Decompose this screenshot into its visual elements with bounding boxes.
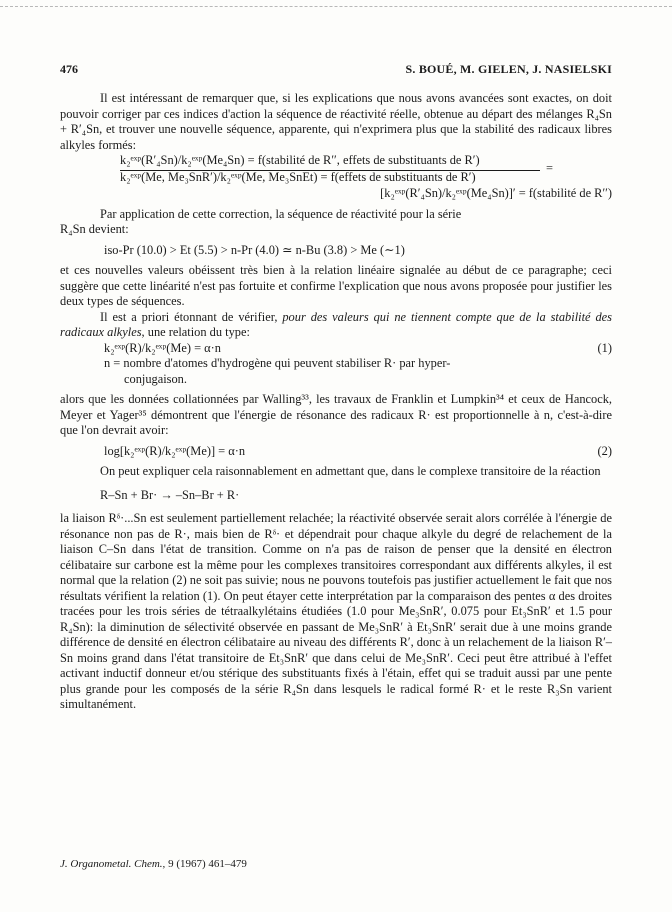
fraction-equals: = [546, 161, 553, 175]
reaction-scheme: R–Sn + Br· → –Sn–Br + R· [100, 487, 240, 502]
footer-journal: J. Organometal. Chem., [60, 858, 166, 870]
fraction-numerator: k₂ᵉˣᵖ(R′₄Sn)/k₂ᵉˣᵖ(Me₄Sn) = f(stabilité de R′′, effets de substituants de R′) [120, 153, 540, 171]
paragraph-4-pre: Il est a priori étonnant de vérifier, [100, 309, 283, 324]
paragraph-4-post: , une relation du type: [141, 325, 250, 339]
paragraph-4-emphasis: pour des valeurs qui ne tiennent compte que de la stabilité des radicaux alkyles [60, 309, 612, 339]
top-rule [0, 6, 672, 7]
sequence-row [60, 243, 612, 259]
fraction-equation [60, 153, 612, 186]
equation-1-number: (1) [597, 340, 612, 355]
paragraph-7: la liaison Rᵟ·...Sn est seulement partiellement relachée; la réactivité observée serait alors corrélée à l'énergie de résonance non pas de R·, mais bien de Rᵟ· et dépendrait pour chaque alkyle du degré de relachement de la liaison C–Sn dans l'état de transition. Comme on n'a pas de raison de penser que la densité en électron célibataire sur carbone est la même pour les complexes transitoires correspondant aux différents alkyles, il est normal que la relation (2) ne soit pas suivie; nous ne pouvons toutefois pas justifier actuellement le fait que nos résultats vérifient la relation (1). On peut étayer cette interprétation par la comparaison des pentes α des droites tracées pour les trois séries de tétraalkylétains étudiées (1.0 pour Me₃SnR′, 0.075 pour Et₃SnR′ et 1.5 pour R₄Sn): la diminution de sélectivité observée en passant de Me₃SnR′ à Et₃SnR′ serait due à une moins grande différence de densité en électron célibataire au niveau des différents R′, donc à un relachement de la liaison R′–Sn moins grand dans l'état transitoire de Et₃SnR′ que dans celui de Me₃SnR′. Ceci peut être attribué à l'effet activant inductif donneur et/ou stérique des substituants fixés à l'étain, effet qui se traduit aussi par une pente plus grande pour les composés de la série R₄Sn dans lesquels le radical formé R· et le reste R₃Sn varient simultanément. [60, 511, 612, 711]
paragraph-1: Il est intéressant de remarquer que, si les explications que nous avons avancées sont exactes, on doit pouvoir corriger par ces indices d'action la séquence de réactivité réelle, obtenue au départ des mélanges R₄Sn + R′₄Sn, et trouver une nouvelle séquence, apparente, qui n'exprimera plus que la stabilité des radicaux libres alkyles formés: [60, 91, 612, 152]
fraction-result: [k₂ᵉˣᵖ(R′₄Sn)/k₂ᵉˣᵖ(Me₄Sn)]′ = f(stabilité de R′′) [380, 186, 612, 200]
equation-2-row [60, 444, 612, 460]
page-body [60, 91, 612, 713]
journal-footer [60, 858, 247, 870]
paragraph-3: et ces nouvelles valeurs obéissent très bien à la relation linéaire signalée au début de ce paragraphe; ceci suggère que cette linéarité n'est pas fortuite et confirme l'explication que nous avons proposée pour justifier les deux types de séquences. [60, 263, 612, 308]
equation-2: log[k₂ᵉˣᵖ(R)/k₂ᵉˣᵖ(Me)] = α·n [104, 443, 246, 458]
running-header [60, 62, 612, 78]
fraction-result-row [60, 186, 612, 202]
paragraph-5: alors que les données collationnées par Walling³³, les travaux de Franklin et Lumpkin³⁴ et ceux de Hancock, Meyer et Yager³⁵ démontrent que l'énergie de résonance des radicaux R· est proportionnelle à n, c'est-à-dire que l'on devrait avoir: [60, 392, 612, 437]
equation-1-row [60, 341, 612, 357]
footer-volume: 9 (1967) 461–479 [165, 858, 247, 870]
paragraph-2-line-1: Par application de cette correction, la séquence de réactivité pour la série [100, 206, 462, 221]
page-number: 476 [60, 62, 78, 76]
fraction-denominator: k₂ᵉˣᵖ(Me, Me₃SnR′)/k₂ᵉˣᵖ(Me, Me₃SnEt) = f(effets de substituants de R′) [120, 170, 476, 184]
equation-1-definition-2: conjugaison. [124, 371, 187, 386]
running-authors: S. BOUÉ, M. GIELEN, J. NASIELSKI [405, 62, 612, 76]
equation-1: k₂ᵉˣᵖ(R)/k₂ᵉˣᵖ(Me) = α·n [104, 340, 221, 355]
equation-2-number: (2) [597, 443, 612, 458]
reaction-row [60, 488, 612, 504]
paragraph-2-line-2: R₄Sn devient: [60, 222, 129, 236]
equation-1-definition: n = nombre d'atomes d'hydrogène qui peuvent stabiliser R· par hyper- [104, 356, 451, 370]
paragraph-4 [60, 310, 612, 341]
paragraph-6: On peut expliquer cela raisonnablement en admettant que, dans le complexe transitoire de la réaction [100, 464, 601, 478]
reactivity-sequence: iso-Pr (10.0) > Et (5.5) > n-Pr (4.0) ≃ n-Bu (3.8) > Me (∼1) [104, 242, 405, 257]
